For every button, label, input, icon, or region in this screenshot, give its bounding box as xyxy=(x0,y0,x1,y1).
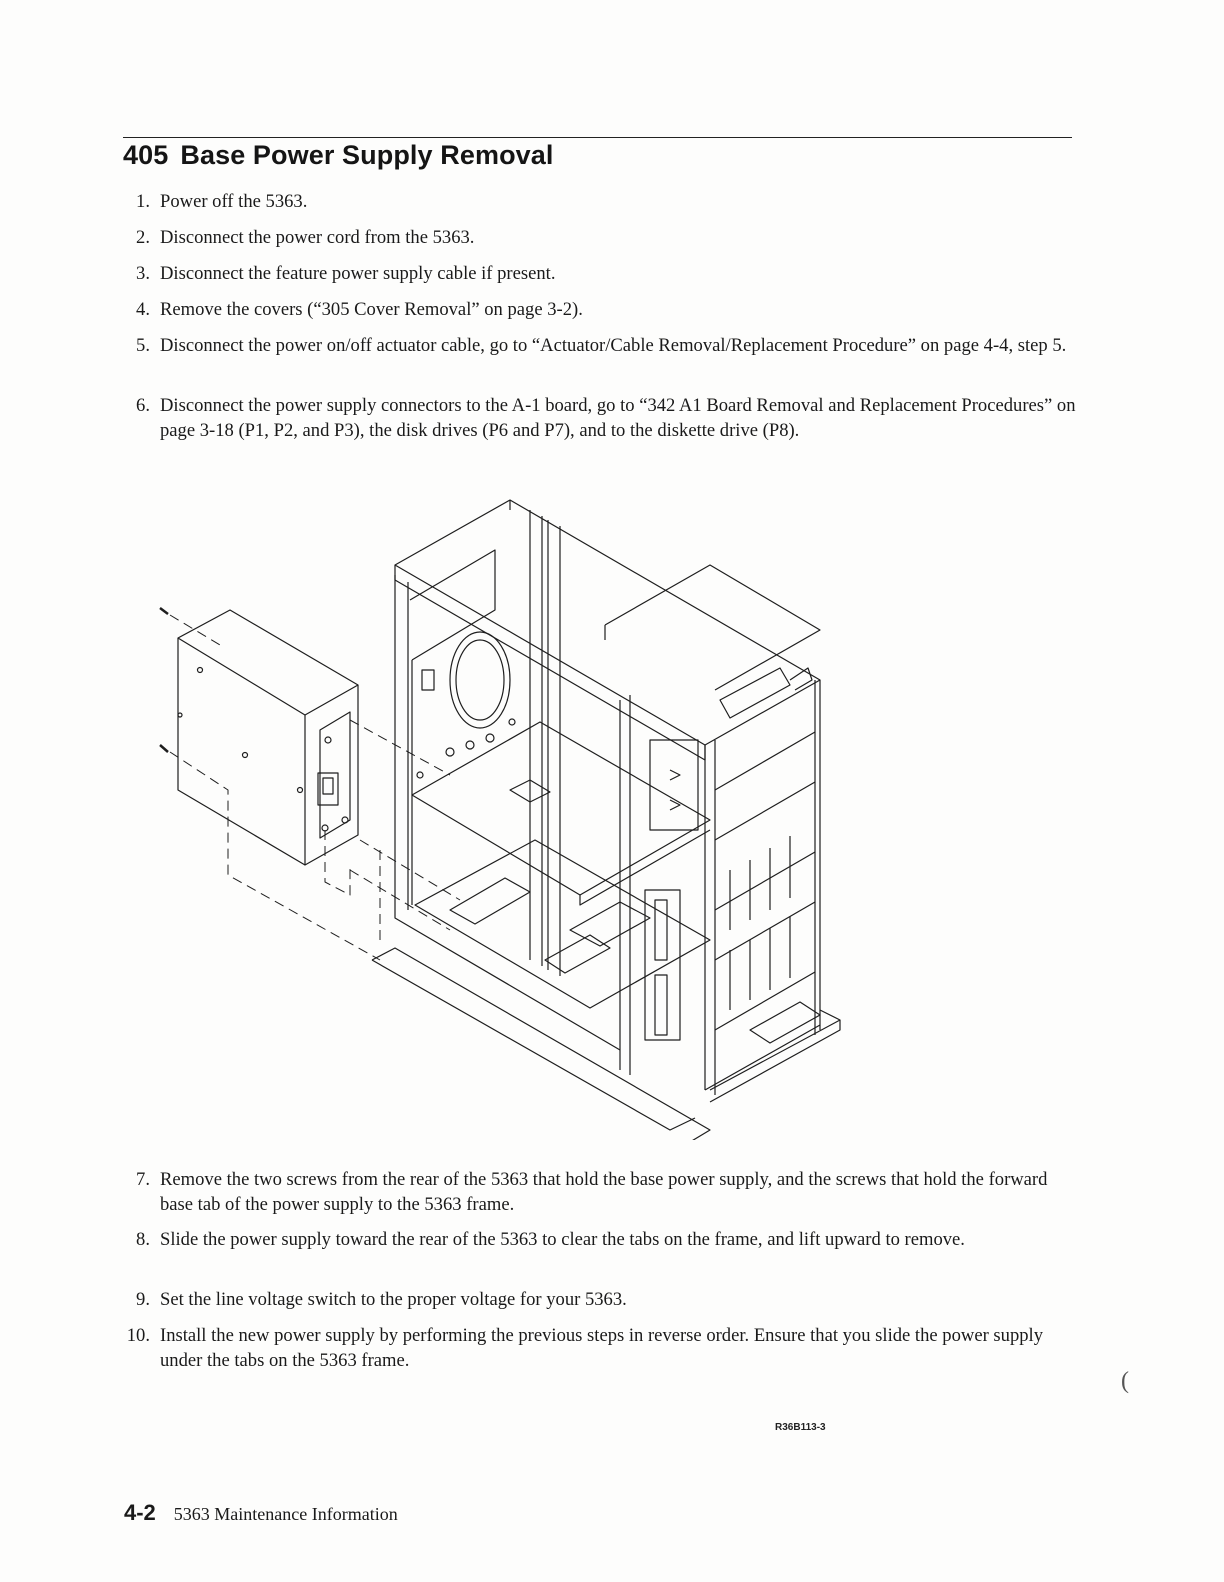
step-10 xyxy=(119,1324,1069,1373)
step-number: 4. xyxy=(136,299,150,320)
step-6 xyxy=(126,394,1076,443)
step-text: Install the new power supply by performing the previous steps in reverse order. Ensure that you slide the power supply under the tabs on the 5363 frame. xyxy=(160,1325,1044,1371)
step-7 xyxy=(126,1168,1076,1217)
step-number: 1. xyxy=(136,191,150,212)
step-text: Remove the covers (“305 Cover Removal” on page 3-2). xyxy=(160,299,583,320)
step-text: Set the line voltage switch to the proper voltage for your 5363. xyxy=(160,1289,627,1310)
step-2 xyxy=(126,226,1076,251)
power-supply-frame-exploded-drawing-icon xyxy=(150,490,850,1140)
step-text: Disconnect the power cord from the 5363. xyxy=(160,227,475,248)
step-9 xyxy=(126,1288,1076,1313)
header-rule xyxy=(123,137,1072,138)
step-number: 9. xyxy=(136,1289,150,1310)
step-number: 8. xyxy=(136,1229,150,1250)
step-text: Disconnect the power supply connectors to the A-1 board, go to “342 A1 Board Removal and Replacement Procedures” on page 3-18 (P1, P2, and P3), the disk drives (P6 and P7), and to the diskette drive (P8). xyxy=(160,395,1076,441)
figure-label: R36B113-3 xyxy=(775,1422,826,1433)
page-footer xyxy=(124,1500,398,1526)
step-text: Disconnect the power on/off actuator cable, go to “Actuator/Cable Removal/Replacement Procedure” on page 4-4, step 5. xyxy=(160,335,1067,356)
section-title-text: Base Power Supply Removal xyxy=(180,140,554,170)
step-number: 10. xyxy=(126,1325,150,1346)
margin-mark: ( xyxy=(1121,1368,1129,1394)
step-5 xyxy=(126,334,1076,359)
step-number: 2. xyxy=(136,227,150,248)
step-3 xyxy=(126,262,1076,287)
page-number: 4-2 xyxy=(124,1500,156,1525)
section-number: 405 xyxy=(123,140,169,170)
step-text: Power off the 5363. xyxy=(160,191,308,212)
step-number: 6. xyxy=(136,395,150,416)
step-text: Disconnect the feature power supply cable if present. xyxy=(160,263,556,284)
step-number: 5. xyxy=(136,335,150,356)
step-text: Remove the two screws from the rear of the 5363 that hold the base power supply, and the screws that hold the forward base tab of the power supply to the 5363 frame. xyxy=(160,1169,1048,1215)
step-1 xyxy=(126,190,1076,215)
step-8 xyxy=(126,1228,1076,1253)
step-4 xyxy=(126,298,1076,323)
step-number: 7. xyxy=(136,1169,150,1190)
step-number: 3. xyxy=(136,263,150,284)
section-title xyxy=(123,140,554,171)
step-text: Slide the power supply toward the rear of the 5363 to clear the tabs on the frame, and lift upward to remove. xyxy=(160,1229,965,1250)
document-title: 5363 Maintenance Information xyxy=(173,1504,398,1524)
